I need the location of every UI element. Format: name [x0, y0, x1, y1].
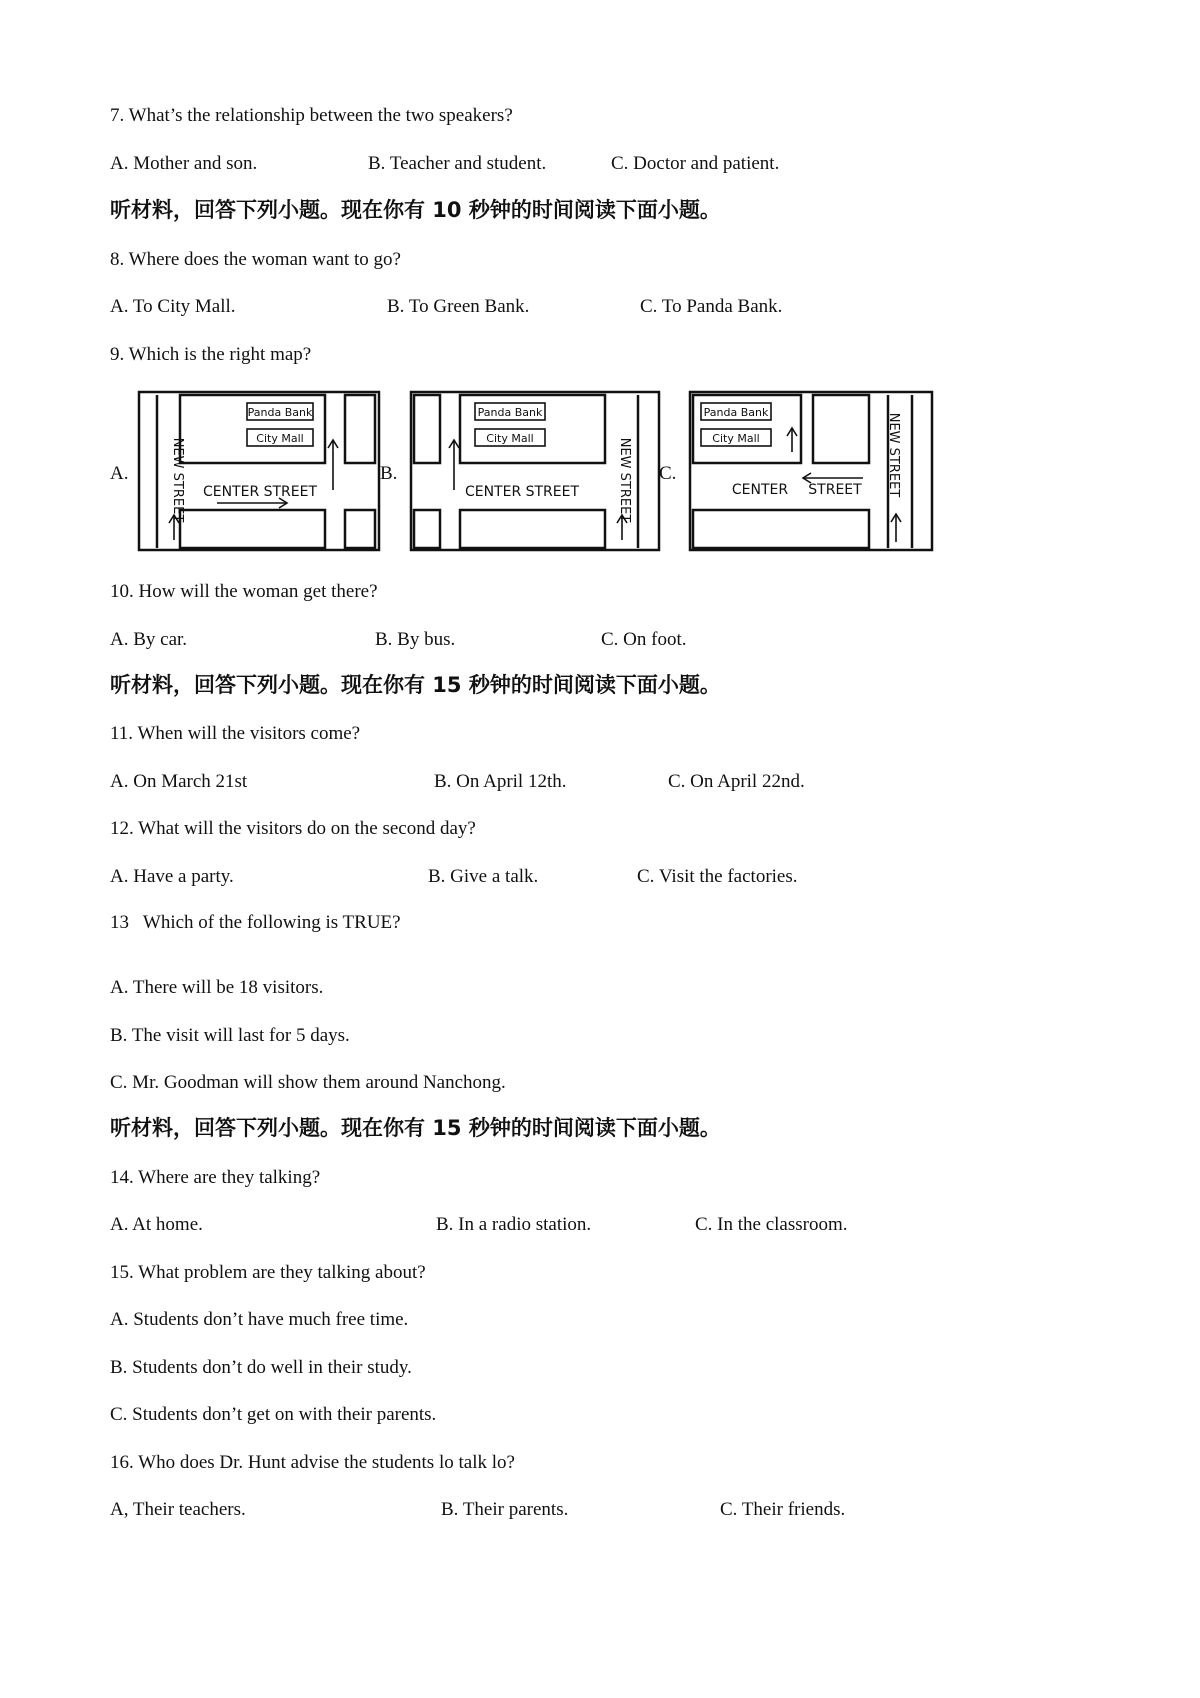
map-label-c: C. [659, 463, 677, 484]
map-b-city-mall: City Mall [486, 432, 534, 445]
q13-option-c: C. Mr. Goodman will show them around Nanchong. [110, 1072, 506, 1093]
q16-option-a: A, Their teachers. [110, 1499, 246, 1520]
map-c-new-street: NEW STREET [886, 412, 901, 498]
q8-option-a: A. To City Mall. [110, 296, 236, 317]
q14-option-b: B. In a radio station. [436, 1214, 592, 1235]
q13-option-a: A. There will be 18 visitors. [110, 977, 324, 998]
map-a-panda-bank: Panda Bank [247, 406, 313, 419]
q16-option-b: B. Their parents. [441, 1499, 569, 1520]
question-7: 7. What’s the relationship between the two speakers? [110, 105, 513, 126]
q10-option-c: C. On foot. [601, 629, 687, 650]
map-a-city-mall: City Mall [256, 432, 304, 445]
q12-option-a: A. Have a party. [110, 866, 234, 887]
map-c-city-mall: City Mall [712, 432, 760, 445]
q8-option-c: C. To Panda Bank. [640, 296, 783, 317]
q11-option-b: B. On April 12th. [434, 771, 567, 792]
map-c-panda-bank: Panda Bank [703, 406, 769, 419]
map-b-new-street: NEW STREET [617, 437, 632, 523]
q12-option-b: B. Give a talk. [428, 866, 539, 887]
section-header-2: 听材料，回答下列小题。现在你有 15 秒钟的时间阅读下面小题。 [110, 673, 721, 697]
question-9: 9. Which is the right map? [110, 344, 312, 365]
q15-option-b: B. Students don’t do well in their study. [110, 1357, 412, 1378]
map-c [688, 390, 934, 552]
question-13: 13 Which of the following is TRUE? [110, 912, 401, 933]
q14-option-a: A. At home. [110, 1214, 203, 1235]
q15-option-c: C. Students don’t get on with their parents. [110, 1404, 437, 1425]
map-a [137, 390, 381, 552]
q7-option-b: B. Teacher and student. [368, 153, 547, 174]
map-b-center-street: CENTER STREET [464, 484, 580, 500]
question-10: 10. How will the woman get there? [110, 581, 378, 602]
map-a-new-street: NEW STREET [170, 437, 185, 523]
q15-option-a: A. Students don’t have much free time. [110, 1309, 409, 1330]
map-a-center-street: CENTER STREET [202, 484, 318, 500]
map-b [409, 390, 661, 552]
question-16: 16. Who does Dr. Hunt advise the students lo talk lo? [110, 1452, 515, 1473]
q7-option-a: A. Mother and son. [110, 153, 258, 174]
question-8: 8. Where does the woman want to go? [110, 249, 401, 270]
q11-option-c: C. On April 22nd. [668, 771, 805, 792]
question-11: 11. When will the visitors come? [110, 723, 361, 744]
q8-option-b: B. To Green Bank. [387, 296, 530, 317]
map-c-center-label: CENTER [731, 482, 789, 498]
q10-option-a: A. By car. [110, 629, 188, 650]
map-label-a: A. [110, 463, 129, 484]
map-b-panda-bank: Panda Bank [477, 406, 543, 419]
question-15: 15. What problem are they talking about? [110, 1262, 426, 1283]
q11-option-a: A. On March 21st [110, 771, 248, 792]
q7-option-c: C. Doctor and patient. [611, 153, 780, 174]
section-header-1: 听材料，回答下列小题。现在你有 10 秒钟的时间阅读下面小题。 [110, 198, 721, 222]
q10-option-b: B. By bus. [375, 629, 456, 650]
q14-option-c: C. In the classroom. [695, 1214, 848, 1235]
q13-option-b: B. The visit will last for 5 days. [110, 1025, 350, 1046]
section-header-3: 听材料，回答下列小题。现在你有 15 秒钟的时间阅读下面小题。 [110, 1116, 721, 1140]
question-14: 14. Where are they talking? [110, 1167, 321, 1188]
map-c-street-label: STREET [808, 482, 862, 498]
question-12: 12. What will the visitors do on the second day? [110, 818, 476, 839]
map-label-b: B. [380, 463, 398, 484]
q12-option-c: C. Visit the factories. [637, 866, 798, 887]
q16-option-c: C. Their friends. [720, 1499, 846, 1520]
